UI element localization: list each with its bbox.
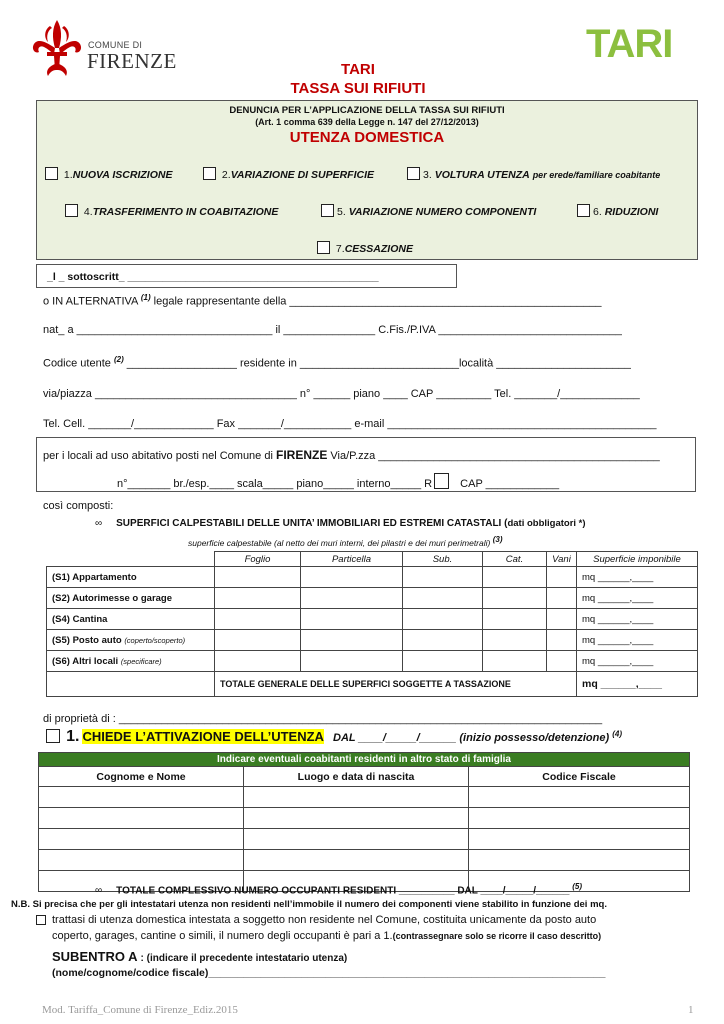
surf-header-row xyxy=(47,552,698,567)
utenza-title: UTENZA DOMESTICA xyxy=(289,129,445,146)
checkbox-icon[interactable] xyxy=(46,729,60,743)
option-nuova-iscrizione[interactable]: 1.NUOVA ISCRIZIONE xyxy=(45,167,172,181)
coabitanti-header-row: Cognome e Nome Luogo e data di nascita Codice Fiscale xyxy=(39,767,690,787)
col-superficie: Superficie imponibile xyxy=(577,552,698,567)
table-row xyxy=(39,787,690,808)
table-row: (S6) Altri locali (specificare) mq ______,____ xyxy=(47,651,698,672)
checkbox-icon[interactable] xyxy=(203,167,216,180)
option-riduzioni[interactable]: 6. RIDUZIONI xyxy=(577,204,658,218)
col-particella: Particella xyxy=(301,552,403,567)
page-title: TARI xyxy=(341,61,375,78)
totale-occupanti-line[interactable]: ∞ TOTALE COMPLESSIVO NUMERO OCCUPANTI RESIDENTI __________ DAL ____/_____/______ $^{(5)}$ xyxy=(95,882,583,897)
proprieta-line[interactable]: di proprietà di : _______________________________________________________________________________ xyxy=(43,713,603,725)
alternativa-line[interactable]: o IN ALTERNATIVA $^{(1)}$ legale rappresentante della ___________________________________________________ xyxy=(43,293,602,308)
page-subtitle: TASSA SUI RIFIUTI xyxy=(290,80,426,97)
superfici-note: superficie calpestabile (al netto dei muri interni, dei pilastri e dei muri perimetrali) $^{(3)}$ xyxy=(188,535,503,548)
total-label: TOTALE GENERALE DELLE SUPERFICI SOGGETTE A TASSAZIONE xyxy=(215,672,577,697)
table-row: (S2) Autorimesse o garage mq ______,____ xyxy=(47,588,698,609)
col-foglio: Foglio xyxy=(215,552,301,567)
checkbox-icon[interactable] xyxy=(434,473,449,489)
locali-line1[interactable]: per i locali ad uso abitativo posti nel Comune di FIRENZE Via/P.zza ______________________________________________ xyxy=(43,448,660,462)
coabitanti-banner-row xyxy=(39,753,690,767)
col-sub: Sub. xyxy=(403,552,483,567)
logo-line2: FIRENZE xyxy=(87,49,177,73)
locali-line2[interactable]: n°_______ br./esp.____ scala_____ piano_____ interno_____ R CAP ____________ xyxy=(117,473,559,490)
chiede-label: CHIEDE L’ATTIVAZIONE DELL’UTENZA xyxy=(82,729,324,744)
nascita-line[interactable]: nat_ a ________________________________ il _______________ C.Fis./P.IVA ______________________________ xyxy=(43,324,622,336)
option-trasferimento[interactable]: 4.TRASFERIMENTO IN COABITAZIONE xyxy=(65,204,278,218)
declaration-type-box xyxy=(36,100,698,260)
contatti-line[interactable]: Tel. Cell. _______/_____________ Fax _______/___________ e-mail ____________________________________________ xyxy=(43,418,657,430)
table-row: (S4) Cantina mq ______,____ xyxy=(47,609,698,630)
subentro-line: SUBENTRO A : (indicare il precedente intestatario utenza) xyxy=(52,949,348,964)
non-residente-line1[interactable]: trattasi di utenza domestica intestata a soggetto non residente nel Comune, costituita unicamente da posto auto xyxy=(36,914,596,926)
sottoscritto-field[interactable]: _l _ sottoscritt_ ___________________________________________ xyxy=(36,264,457,288)
codice-utente-line[interactable]: Codice utente $^{(2)}$ __________________ residente in __________________________località ______________________ xyxy=(43,355,631,370)
table-row xyxy=(39,850,690,871)
table-row: (S5) Posto auto (coperto/scoperto) mq ______,____ xyxy=(47,630,698,651)
checkbox-icon[interactable] xyxy=(321,204,334,217)
checkbox-icon[interactable] xyxy=(36,915,46,925)
checkbox-icon[interactable] xyxy=(45,167,58,180)
box-subheading: (Art. 1 comma 639 della Legge n. 147 del 27/12/2013) xyxy=(255,117,479,127)
subentro-field[interactable]: (nome/cognome/codice fiscale)____________________________________________________________________ xyxy=(52,967,606,979)
indirizzo-line[interactable]: via/piazza _________________________________ n° ______ piano ____ CAP _________ Tel. _______/_____________ xyxy=(43,388,640,400)
col-cat: Cat. xyxy=(483,552,547,567)
total-row xyxy=(47,672,698,697)
checkbox-icon[interactable] xyxy=(577,204,590,217)
box-heading: DENUNCIA PER L’APPLICAZIONE DELLA TASSA SUI RIFIUTI xyxy=(229,105,505,116)
option-variazione-componenti[interactable]: 5. VARIAZIONE NUMERO COMPONENTI xyxy=(321,204,536,218)
page-number: 1 xyxy=(688,1004,694,1016)
option-cessazione[interactable]: 7.CESSAZIONE xyxy=(317,241,413,255)
table-row xyxy=(39,829,690,850)
checkbox-icon[interactable] xyxy=(317,241,330,254)
col-vani: Vani xyxy=(547,552,577,567)
chiede-line[interactable]: 1. CHIEDE L’ATTIVAZIONE DELL’UTENZA DAL ____/_____/______ (inizio possesso/detenzione) $^{(4)}$ xyxy=(46,728,622,746)
composti-label: così composti: xyxy=(43,500,114,512)
checkbox-icon[interactable] xyxy=(407,167,420,180)
superfici-heading: ∞ SUPERFICI CALPESTABILI DELLE UNITA’ IMMOBILIARI ED ESTREMI CATASTALI (dati obbligatori *) xyxy=(95,518,586,529)
coabitanti-table xyxy=(38,752,690,892)
nb-note: N.B. Si precisa che per gli intestatari utenza non residenti nell’immobile il numero dei componenti viene stabilito in funzione dei mq. xyxy=(11,899,607,910)
superfici-table xyxy=(46,551,698,697)
option-variazione-superficie[interactable]: 2.VARIAZIONE DI SUPERFICIE xyxy=(203,167,374,181)
locali-box xyxy=(36,437,696,492)
table-row: (S1) Appartamento mq ______,____ xyxy=(47,567,698,588)
coabitanti-banner: Indicare eventuali coabitanti residenti in altro stato di famiglia xyxy=(39,753,690,767)
option-voltura-utenza[interactable]: 3. VOLTURA UTENZA per erede/familiare coabitante xyxy=(407,167,660,181)
checkbox-icon[interactable] xyxy=(65,204,78,217)
tari-brand: TARI xyxy=(586,22,673,66)
total-mq[interactable]: mq ______,____ xyxy=(577,672,698,697)
footer-model: Mod. Tariffa_Comune di Firenze_Ediz.2015 xyxy=(42,1004,238,1016)
non-residente-line2: coperto, garages, cantine o simili, il numero degli occupanti è pari a 1.(contrassegnare solo se ricorre il caso descritto) xyxy=(52,930,602,942)
table-row xyxy=(39,808,690,829)
logo-line1: COMUNE DI xyxy=(88,40,143,50)
